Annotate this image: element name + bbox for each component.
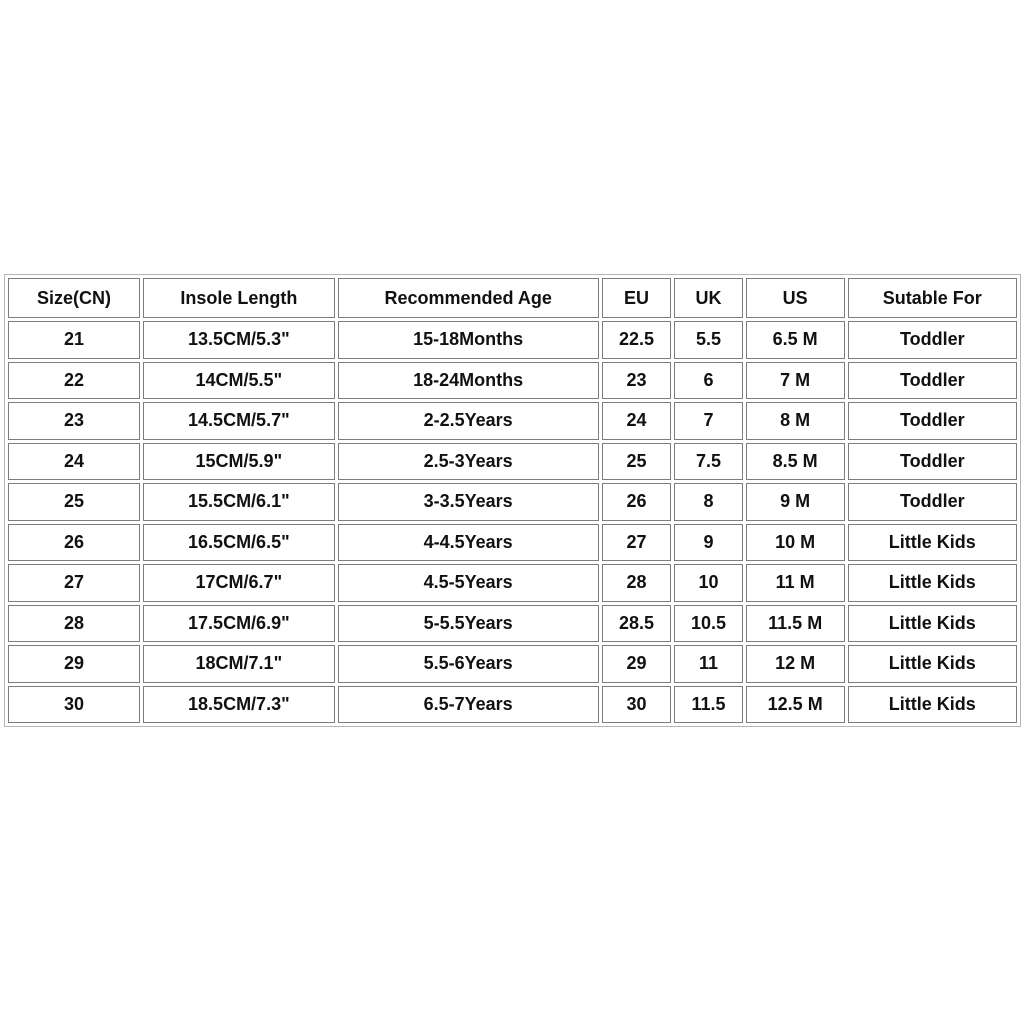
cell-insole-length: 14.5CM/5.7" [143,402,335,440]
header-row [8,278,1017,318]
cell-insole-length: 14CM/5.5" [143,362,335,400]
header-recommended-age: Recommended Age [338,278,599,318]
table-row [8,362,1017,400]
cell-insole-length: 18.5CM/7.3" [143,686,335,724]
table-row [8,524,1017,562]
cell-suitable-for: Little Kids [848,645,1017,683]
header-suitable-for: Sutable For [848,278,1017,318]
cell-suitable-for: Little Kids [848,564,1017,602]
cell-recommended-age: 3-3.5Years [338,483,599,521]
cell-us: 9 M [746,483,845,521]
cell-size-cn: 27 [8,564,140,602]
cell-uk: 10.5 [674,605,743,643]
cell-eu: 29 [602,645,672,683]
cell-recommended-age: 2.5-3Years [338,443,599,481]
cell-insole-length: 15CM/5.9" [143,443,335,481]
cell-us: 11 M [746,564,845,602]
cell-us: 8 M [746,402,845,440]
cell-size-cn: 26 [8,524,140,562]
cell-us: 6.5 M [746,321,845,359]
cell-us: 12.5 M [746,686,845,724]
cell-uk: 6 [674,362,743,400]
header-us: US [746,278,845,318]
cell-insole-length: 17CM/6.7" [143,564,335,602]
table-row [8,605,1017,643]
cell-recommended-age: 6.5-7Years [338,686,599,724]
cell-uk: 11 [674,645,743,683]
table-row [8,402,1017,440]
cell-insole-length: 18CM/7.1" [143,645,335,683]
cell-size-cn: 28 [8,605,140,643]
cell-recommended-age: 4-4.5Years [338,524,599,562]
cell-us: 12 M [746,645,845,683]
table-row [8,564,1017,602]
size-chart-grid [5,275,1020,726]
cell-us: 7 M [746,362,845,400]
cell-size-cn: 25 [8,483,140,521]
cell-recommended-age: 18-24Months [338,362,599,400]
cell-eu: 28.5 [602,605,672,643]
cell-us: 11.5 M [746,605,845,643]
cell-size-cn: 23 [8,402,140,440]
cell-suitable-for: Toddler [848,443,1017,481]
cell-eu: 27 [602,524,672,562]
cell-uk: 10 [674,564,743,602]
cell-eu: 28 [602,564,672,602]
table-row [8,443,1017,481]
cell-us: 8.5 M [746,443,845,481]
cell-suitable-for: Little Kids [848,524,1017,562]
cell-eu: 24 [602,402,672,440]
cell-insole-length: 13.5CM/5.3" [143,321,335,359]
cell-recommended-age: 15-18Months [338,321,599,359]
cell-suitable-for: Toddler [848,402,1017,440]
cell-size-cn: 24 [8,443,140,481]
cell-size-cn: 22 [8,362,140,400]
header-eu: EU [602,278,672,318]
cell-size-cn: 29 [8,645,140,683]
table-row [8,686,1017,724]
table-row [8,321,1017,359]
cell-uk: 11.5 [674,686,743,724]
cell-recommended-age: 4.5-5Years [338,564,599,602]
cell-eu: 30 [602,686,672,724]
cell-us: 10 M [746,524,845,562]
cell-uk: 7 [674,402,743,440]
cell-uk: 5.5 [674,321,743,359]
cell-eu: 23 [602,362,672,400]
cell-suitable-for: Toddler [848,362,1017,400]
cell-uk: 8 [674,483,743,521]
cell-suitable-for: Little Kids [848,686,1017,724]
size-chart-table [4,274,1021,727]
cell-suitable-for: Little Kids [848,605,1017,643]
cell-recommended-age: 5-5.5Years [338,605,599,643]
header-insole-length: Insole Length [143,278,335,318]
header-uk: UK [674,278,743,318]
cell-insole-length: 17.5CM/6.9" [143,605,335,643]
cell-uk: 9 [674,524,743,562]
cell-insole-length: 16.5CM/6.5" [143,524,335,562]
cell-suitable-for: Toddler [848,321,1017,359]
table-body [8,321,1017,723]
cell-size-cn: 30 [8,686,140,724]
cell-size-cn: 21 [8,321,140,359]
cell-eu: 25 [602,443,672,481]
table-row [8,645,1017,683]
header-size-cn: Size(CN) [8,278,140,318]
cell-eu: 26 [602,483,672,521]
cell-insole-length: 15.5CM/6.1" [143,483,335,521]
cell-suitable-for: Toddler [848,483,1017,521]
table-row [8,483,1017,521]
cell-recommended-age: 5.5-6Years [338,645,599,683]
cell-recommended-age: 2-2.5Years [338,402,599,440]
cell-eu: 22.5 [602,321,672,359]
cell-uk: 7.5 [674,443,743,481]
